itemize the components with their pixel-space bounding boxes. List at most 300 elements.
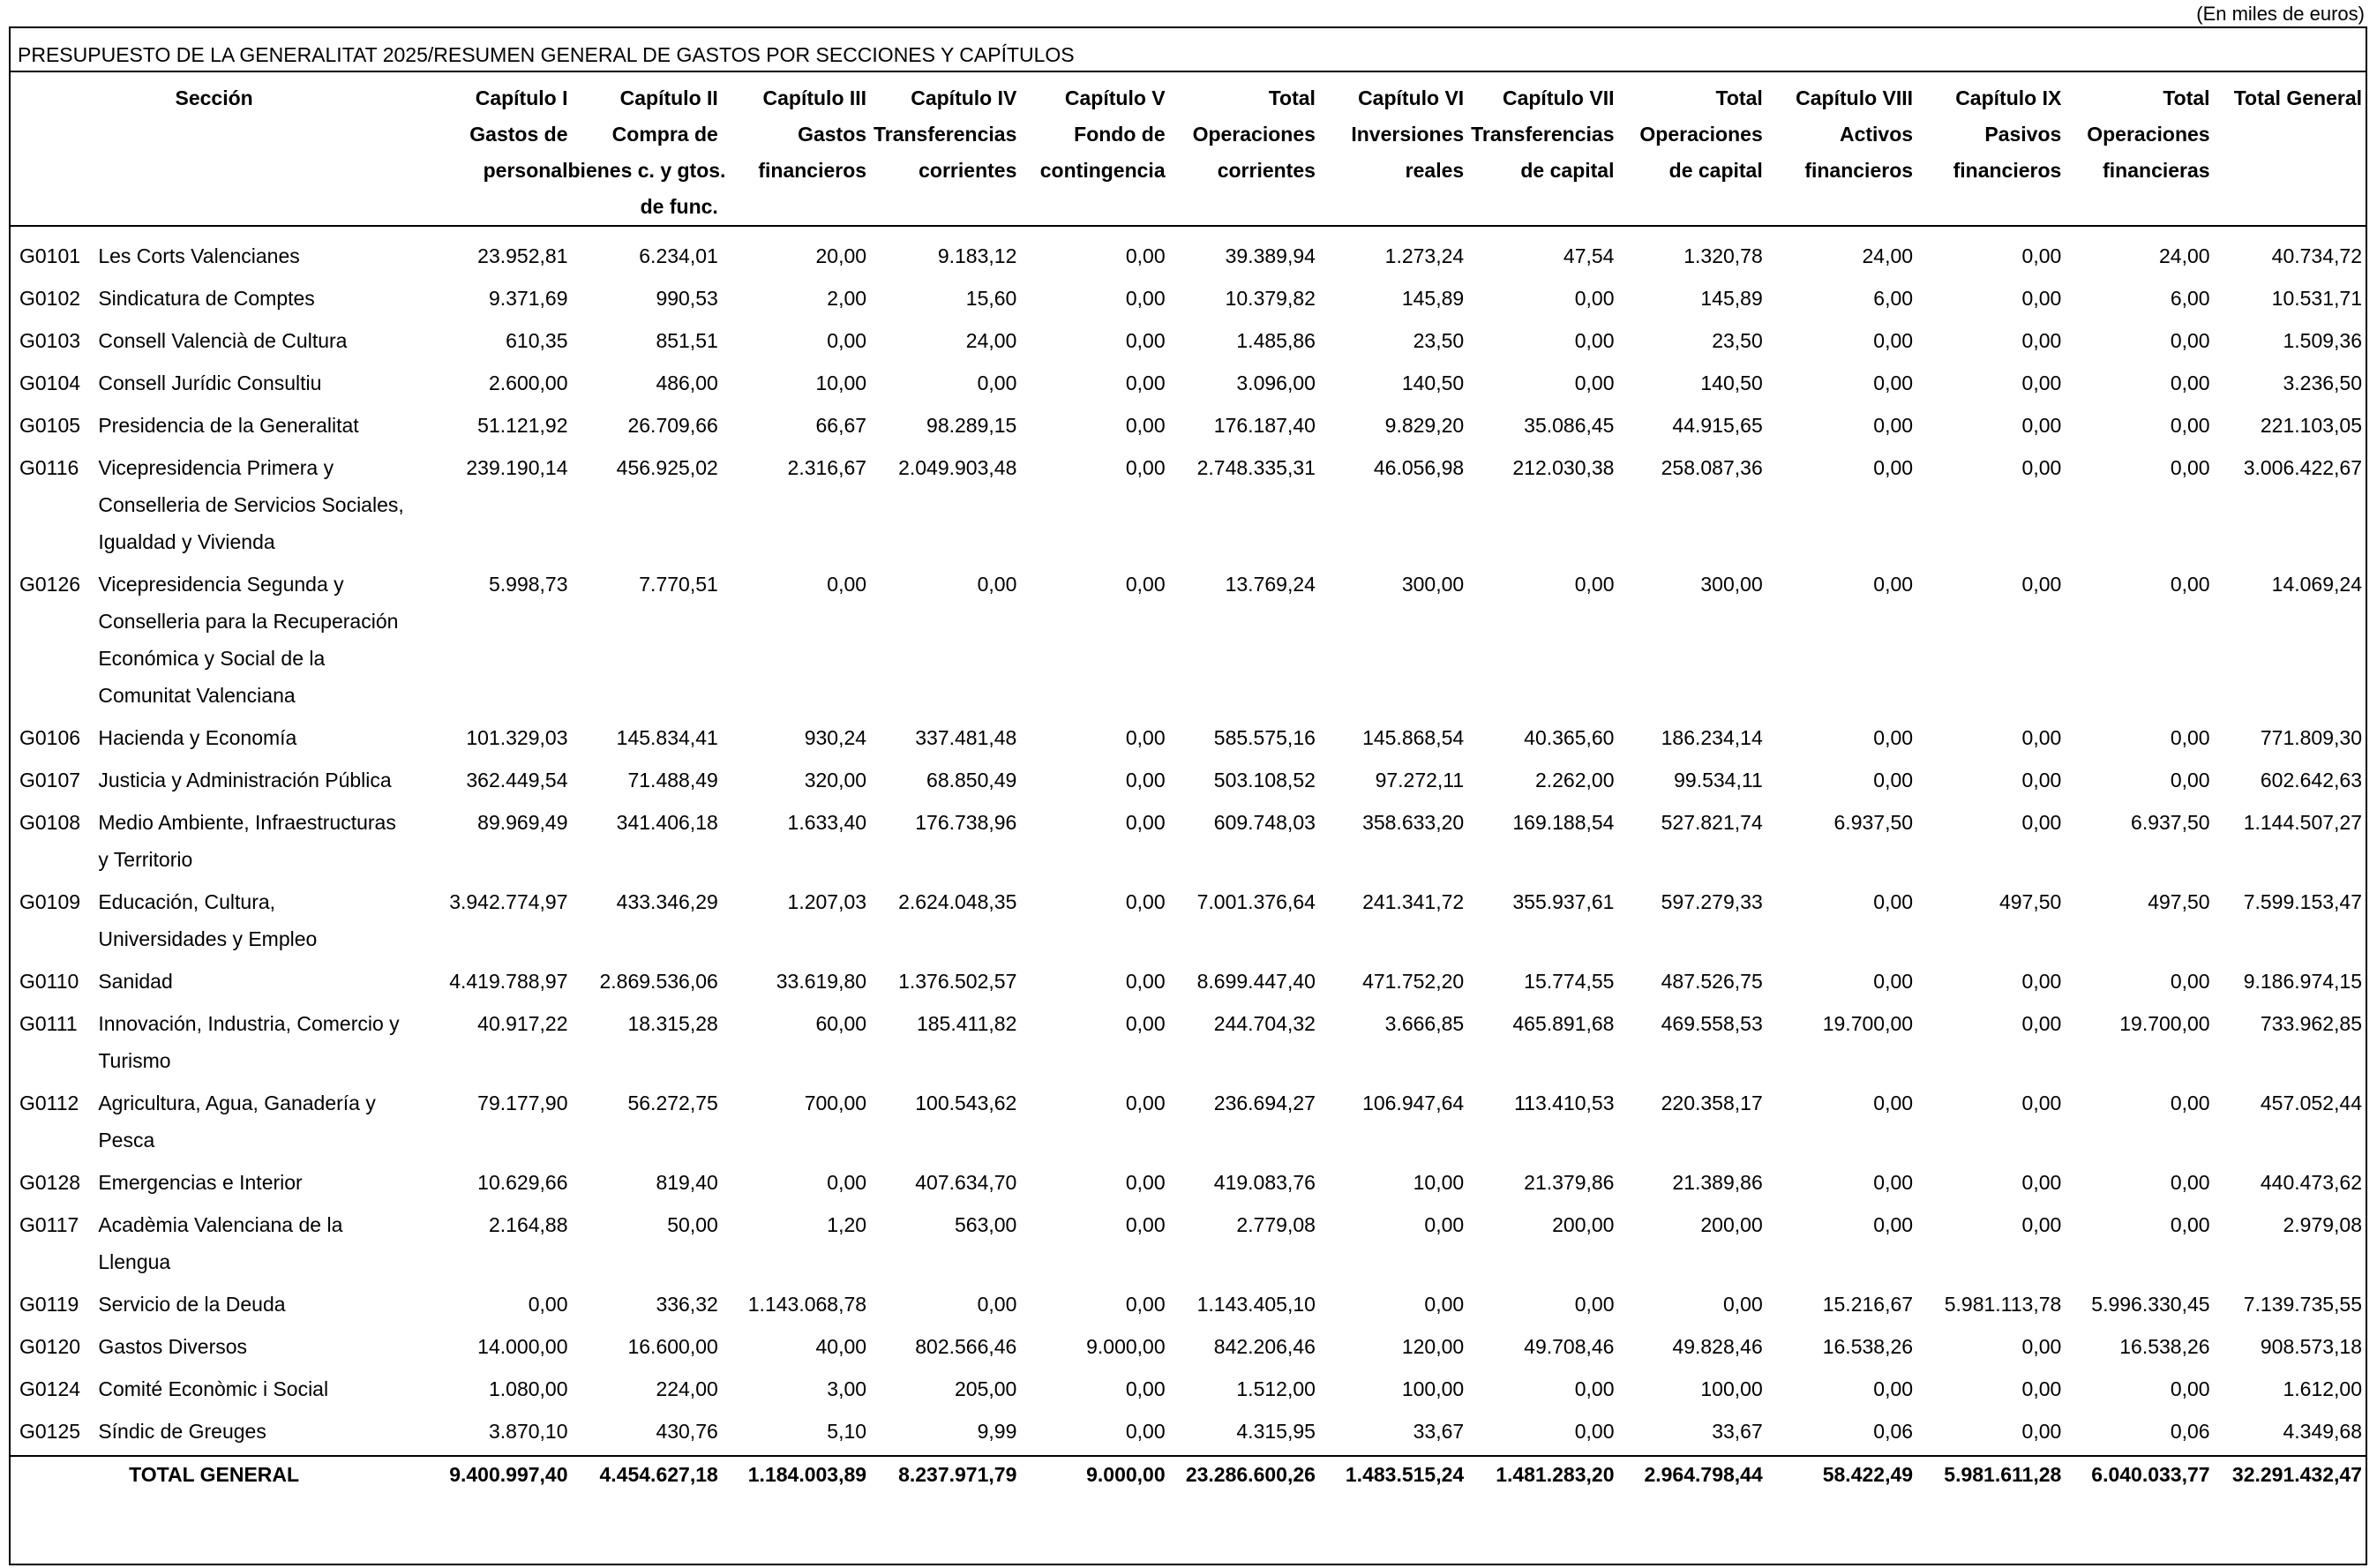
- section-name: Agricultura, Agua, Ganadería y Pesca: [98, 1092, 376, 1152]
- amount-cell: 2.262,00: [1534, 769, 1615, 792]
- table-row: [11, 1005, 2366, 1084]
- table-row: [11, 1206, 2366, 1286]
- amount-cell: 602.642,63: [2260, 769, 2362, 792]
- amount-cell: 0,00: [2021, 1335, 2062, 1358]
- amount-cell: 40,00: [815, 1335, 867, 1358]
- section-name: Hacienda y Economía: [98, 726, 297, 749]
- section-name: Sindicatura de Comptes: [98, 287, 315, 310]
- amount-cell: 0,00: [2021, 287, 2062, 310]
- amount-cell: 0,00: [1574, 1293, 1615, 1316]
- header-line: personal: [483, 159, 568, 182]
- amount-cell: 0,00: [1125, 371, 1166, 394]
- amount-cell: 101.329,03: [466, 726, 568, 749]
- header-line: Capítulo V: [1064, 86, 1166, 109]
- amount-cell: 14.000,00: [477, 1335, 568, 1358]
- section-name: Sanidad: [98, 970, 173, 993]
- amount-cell: 23,50: [1712, 329, 1763, 352]
- header-line: de capital: [1668, 159, 1763, 182]
- amount-cell: 0,00: [2021, 1012, 2062, 1035]
- amount-cell: 33,67: [1413, 1420, 1465, 1443]
- amount-cell: 200,00: [1552, 1213, 1615, 1236]
- amount-cell: 106.947,64: [1362, 1092, 1465, 1114]
- header-line: Capítulo IX: [1955, 86, 2062, 109]
- amount-cell: 610,35: [506, 329, 568, 352]
- section-code: G0111: [19, 1012, 78, 1035]
- amount-cell: 0,00: [1574, 329, 1615, 352]
- amount-cell: 0,00: [2021, 414, 2062, 437]
- amount-cell: 0,00: [2021, 1420, 2062, 1443]
- amount-cell: 563,00: [955, 1213, 1017, 1236]
- amount-cell: 0,00: [1125, 1171, 1166, 1194]
- section-name: Vicepresidencia Primera y Conselleria de Servicios Sociales, Igualdad y Vivienda: [98, 456, 404, 553]
- header-line: Total: [1715, 86, 1763, 109]
- amount-cell: 8.699.447,40: [1196, 970, 1316, 993]
- section-code: G0104: [19, 371, 81, 394]
- amount-cell: 0,00: [2021, 244, 2062, 267]
- header-line: corrientes: [919, 159, 1017, 182]
- header-line: de func.: [640, 195, 718, 218]
- amount-cell: 433.346,29: [616, 890, 718, 913]
- amount-cell: 341.406,18: [616, 811, 718, 834]
- amount-cell: 10.531,71: [2271, 287, 2362, 310]
- table-row: [11, 1286, 2366, 1328]
- table-row: [11, 804, 2366, 883]
- amount-cell: 440.473,62: [2260, 1171, 2362, 1194]
- section-code: G0105: [19, 414, 81, 437]
- amount-cell: 9.000,00: [1086, 1335, 1166, 1358]
- header-line: Operaciones: [1192, 123, 1316, 146]
- amount-cell: 9,99: [977, 1420, 1017, 1443]
- amount-cell: 0,00: [2170, 456, 2210, 479]
- amount-cell: 0,00: [1873, 1171, 1914, 1194]
- amount-cell: 0,00: [1873, 1092, 1914, 1114]
- amount-cell: 487.526,75: [1661, 970, 1763, 993]
- section-name: Justicia y Administración Pública: [98, 769, 392, 792]
- amount-cell: 0,00: [2021, 769, 2062, 792]
- section-name: Acadèmia Valenciana de la Llengua: [98, 1213, 343, 1273]
- amount-cell: 2.600,00: [488, 371, 568, 394]
- header-line: financieros: [758, 159, 867, 182]
- amount-cell: 220.358,17: [1661, 1092, 1763, 1114]
- amount-cell: 0,00: [2170, 970, 2210, 993]
- amount-cell: 0,00: [1125, 811, 1166, 834]
- header-line: Capítulo VI: [1358, 86, 1465, 109]
- total-amount-cell: 2.964.798,44: [1644, 1463, 1763, 1486]
- amount-cell: 19.700,00: [2119, 1012, 2210, 1035]
- amount-cell: 419.083,76: [1213, 1171, 1316, 1194]
- amount-cell: 60,00: [815, 1012, 867, 1035]
- amount-cell: 0,00: [2170, 1092, 2210, 1114]
- amount-cell: 1.509,36: [2283, 329, 2362, 352]
- section-name: Vicepresidencia Segunda y Conselleria para la Recuperación Económica y Social de la Comunitat Valenciana: [98, 573, 399, 707]
- header-column: [1166, 72, 1316, 226]
- amount-cell: 14.069,24: [2271, 573, 2362, 596]
- amount-cell: 50,00: [667, 1213, 718, 1236]
- amount-cell: 2,00: [827, 287, 867, 310]
- amount-cell: 100,00: [1401, 1377, 1465, 1400]
- amount-cell: 355.937,61: [1512, 890, 1615, 913]
- amount-cell: 842.206,46: [1213, 1335, 1316, 1358]
- amount-cell: 3.006.422,67: [2243, 456, 2362, 479]
- section-name: Síndic de Greuges: [98, 1420, 266, 1443]
- table-row: [11, 1370, 2366, 1413]
- amount-cell: 51.121,92: [477, 414, 568, 437]
- total-amount-cell: 5.981.611,28: [1944, 1463, 2062, 1486]
- header-column: [2061, 72, 2209, 226]
- amount-cell: 0,00: [2021, 1092, 2062, 1114]
- amount-cell: 0,00: [2170, 371, 2210, 394]
- amount-cell: 9.371,69: [488, 287, 568, 310]
- amount-cell: 6,00: [2170, 287, 2210, 310]
- amount-cell: 1.633,40: [787, 811, 867, 834]
- amount-cell: 15.216,67: [1822, 1293, 1914, 1316]
- amount-cell: 1.512,00: [1236, 1377, 1316, 1400]
- section-name: Servicio de la Deuda: [98, 1293, 286, 1316]
- amount-cell: 9.186.974,15: [2243, 970, 2362, 993]
- amount-cell: 0,00: [2021, 726, 2062, 749]
- section-name: Innovación, Industria, Comercio y Turismo: [98, 1012, 400, 1072]
- amount-cell: 0,00: [528, 1293, 568, 1316]
- header-column: [1913, 72, 2061, 226]
- amount-cell: 145.834,41: [616, 726, 718, 749]
- amount-cell: 24,00: [965, 329, 1017, 352]
- amount-cell: 771.809,30: [2260, 726, 2362, 749]
- header-column: [417, 72, 567, 226]
- amount-cell: 2.869.536,06: [599, 970, 718, 993]
- section-code: G0102: [19, 287, 81, 310]
- amount-cell: 33,67: [1712, 1420, 1763, 1443]
- section-code: G0108: [19, 811, 81, 834]
- amount-cell: 100,00: [1700, 1377, 1763, 1400]
- table-title: PRESUPUESTO DE LA GENERALITAT 2025/RESUMEN GENERAL DE GASTOS POR SECCIONES Y CAPÍTULOS: [11, 28, 2366, 72]
- header-line: Capítulo II: [619, 86, 718, 109]
- section-code: G0120: [19, 1335, 81, 1358]
- header-column: [2210, 72, 2366, 226]
- amount-cell: 0,00: [2170, 329, 2210, 352]
- header-line: Capítulo VII: [1502, 86, 1615, 109]
- amount-cell: 700,00: [804, 1092, 867, 1114]
- amount-cell: 169.188,54: [1512, 811, 1615, 834]
- total-amount-cell: 1.184.003,89: [747, 1463, 867, 1486]
- amount-cell: 486,00: [656, 371, 718, 394]
- amount-cell: 407.634,70: [915, 1171, 1017, 1194]
- amount-cell: 471.752,20: [1362, 970, 1465, 993]
- table-row: [11, 407, 2366, 449]
- amount-cell: 35.086,45: [1524, 414, 1615, 437]
- amount-cell: 212.030,38: [1512, 456, 1615, 479]
- amount-cell: 0,00: [1125, 414, 1166, 437]
- amount-cell: 47,54: [1563, 244, 1615, 267]
- amount-cell: 1.612,00: [2283, 1377, 2362, 1400]
- header-line: financieras: [2103, 159, 2210, 182]
- total-amount-cell: 1.483.515,24: [1345, 1463, 1465, 1486]
- total-amount-cell: 6.040.033,77: [2091, 1463, 2210, 1486]
- amount-cell: 908.573,18: [2260, 1335, 2362, 1358]
- amount-cell: 0,00: [1125, 1293, 1166, 1316]
- amount-cell: 0,00: [1125, 769, 1166, 792]
- amount-cell: 0,06: [2170, 1420, 2210, 1443]
- amount-cell: 0,00: [1574, 287, 1615, 310]
- header-line: Pasivos: [1984, 123, 2062, 146]
- header-line: Sección: [175, 86, 253, 109]
- amount-cell: 145,89: [1401, 287, 1465, 310]
- amount-cell: 89.969,49: [477, 811, 568, 834]
- amount-cell: 0,00: [2021, 970, 2062, 993]
- header-line: Capítulo IV: [911, 86, 1017, 109]
- amount-cell: 0,00: [1424, 1213, 1465, 1236]
- amount-cell: 337.481,48: [915, 726, 1017, 749]
- section-code: G0112: [19, 1092, 79, 1114]
- total-amount-cell: 9.000,00: [1086, 1463, 1166, 1486]
- section-name: Emergencias e Interior: [98, 1171, 303, 1194]
- amount-cell: 9.183,12: [937, 244, 1017, 267]
- amount-cell: 24,00: [2159, 244, 2210, 267]
- amount-cell: 40.365,60: [1524, 726, 1615, 749]
- header-line: bienes c. y gtos.: [567, 159, 726, 182]
- amount-cell: 16.538,26: [2119, 1335, 2210, 1358]
- amount-cell: 0,00: [827, 329, 867, 352]
- table-row: [11, 883, 2366, 963]
- section-code: G0107: [19, 769, 81, 792]
- header-line: Fondo de: [1074, 123, 1166, 146]
- section-code: G0109: [19, 890, 81, 913]
- amount-cell: 430,76: [656, 1420, 718, 1443]
- amount-cell: 241.341,72: [1362, 890, 1465, 913]
- header-line: Gastos: [798, 123, 867, 146]
- amount-cell: 0,00: [1873, 456, 1914, 479]
- amount-cell: 0,00: [2170, 769, 2210, 792]
- amount-cell: 4.419.788,97: [449, 970, 568, 993]
- amount-cell: 0,00: [1873, 414, 1914, 437]
- header-line: Operaciones: [1639, 123, 1763, 146]
- amount-cell: 258.087,36: [1661, 456, 1763, 479]
- amount-cell: 40.734,72: [2271, 244, 2362, 267]
- header-line: financieros: [1953, 159, 2062, 182]
- amount-cell: 20,00: [815, 244, 867, 267]
- amount-cell: 0,00: [1873, 726, 1914, 749]
- amount-cell: 930,24: [804, 726, 867, 749]
- amount-cell: 0,00: [2021, 1377, 2062, 1400]
- amount-cell: 145.868,54: [1362, 726, 1465, 749]
- amount-cell: 71.488,49: [627, 769, 718, 792]
- amount-cell: 0,00: [1873, 1377, 1914, 1400]
- amount-cell: 2.748.335,31: [1196, 456, 1316, 479]
- amount-cell: 16.600,00: [627, 1335, 718, 1358]
- amount-cell: 0,00: [1574, 573, 1615, 596]
- amount-cell: 819,40: [656, 1171, 718, 1194]
- amount-cell: 300,00: [1401, 573, 1465, 596]
- amount-cell: 1.376.502,57: [898, 970, 1017, 993]
- amount-cell: 1.080,00: [488, 1377, 568, 1400]
- amount-cell: 0,00: [1574, 1420, 1615, 1443]
- section-name: Consell Jurídic Consultiu: [98, 371, 322, 394]
- amount-cell: 10.379,82: [1225, 287, 1316, 310]
- amount-cell: 99.534,11: [1674, 769, 1763, 792]
- amount-cell: 0,00: [2170, 1377, 2210, 1400]
- amount-cell: 0,00: [1125, 1092, 1166, 1114]
- amount-cell: 23,50: [1413, 329, 1465, 352]
- table-row: [11, 1328, 2366, 1370]
- amount-cell: 221.103,05: [2260, 414, 2362, 437]
- amount-cell: 68.850,49: [926, 769, 1017, 792]
- amount-cell: 1.273,24: [1384, 244, 1465, 267]
- amount-cell: 4.349,68: [2283, 1420, 2362, 1443]
- header-line: Transferencias: [873, 123, 1017, 146]
- amount-cell: 19.700,00: [1822, 1012, 1914, 1035]
- amount-cell: 0,00: [2170, 726, 2210, 749]
- amount-cell: 79.177,90: [477, 1092, 568, 1114]
- amount-cell: 497,50: [1998, 890, 2062, 913]
- amount-cell: 0,00: [2021, 573, 2062, 596]
- header-line: de capital: [1520, 159, 1615, 182]
- amount-cell: 1,20: [827, 1213, 867, 1236]
- amount-cell: 10.629,66: [477, 1171, 568, 1194]
- section-name: Comité Econòmic i Social: [98, 1377, 329, 1400]
- amount-cell: 23.952,81: [477, 244, 568, 267]
- amount-cell: 0,00: [1873, 970, 1914, 993]
- amount-cell: 0,00: [1873, 890, 1914, 913]
- total-amount-cell: 4.454.627,18: [599, 1463, 718, 1486]
- amount-cell: 2.164,88: [488, 1213, 568, 1236]
- amount-cell: 200,00: [1700, 1213, 1763, 1236]
- amount-cell: 336,32: [656, 1293, 718, 1316]
- amount-cell: 0,00: [1873, 769, 1914, 792]
- table-row: [11, 226, 2366, 280]
- header-line: Capítulo VIII: [1796, 86, 1914, 109]
- amount-cell: 609.748,03: [1213, 811, 1316, 834]
- section-code: G0106: [19, 726, 81, 749]
- amount-cell: 40.917,22: [477, 1012, 568, 1035]
- amount-cell: 362.449,54: [466, 769, 568, 792]
- amount-cell: 15.774,55: [1524, 970, 1615, 993]
- amount-cell: 465.891,68: [1512, 1012, 1615, 1035]
- amount-cell: 13.769,24: [1225, 573, 1316, 596]
- table-row: [11, 566, 2366, 719]
- amount-cell: 585.575,16: [1213, 726, 1316, 749]
- units-note: (En miles de euros): [2196, 3, 2365, 25]
- budget-table-frame: [9, 26, 2367, 1565]
- amount-cell: 0,00: [2170, 1213, 2210, 1236]
- amount-cell: 15,60: [965, 287, 1017, 310]
- header-row: [11, 72, 2366, 226]
- amount-cell: 120,00: [1401, 1335, 1465, 1358]
- amount-cell: 2.624.048,35: [898, 890, 1017, 913]
- header-column: [1614, 72, 1762, 226]
- amount-cell: 140,50: [1401, 371, 1465, 394]
- total-amount-cell: 8.237.971,79: [898, 1463, 1017, 1486]
- amount-cell: 2.979,08: [2283, 1213, 2362, 1236]
- amount-cell: 205,00: [955, 1377, 1017, 1400]
- amount-cell: 0,00: [1574, 1377, 1615, 1400]
- amount-cell: 802.566,46: [915, 1335, 1017, 1358]
- amount-cell: 0,00: [1424, 1293, 1465, 1316]
- section-name: Educación, Cultura, Universidades y Empleo: [98, 890, 318, 950]
- amount-cell: 186.234,14: [1661, 726, 1763, 749]
- amount-cell: 49.708,46: [1524, 1335, 1615, 1358]
- amount-cell: 18.315,28: [627, 1012, 718, 1035]
- table-row: [11, 719, 2366, 761]
- amount-cell: 1.143.405,10: [1196, 1293, 1316, 1316]
- amount-cell: 5.981.113,78: [1944, 1293, 2062, 1316]
- table-row: [11, 963, 2366, 1005]
- header-line: Operaciones: [2087, 123, 2210, 146]
- amount-cell: 7.599.153,47: [2243, 890, 2362, 913]
- amount-cell: 66,67: [815, 414, 867, 437]
- header-line: Total: [1268, 86, 1316, 109]
- amount-cell: 0,00: [2021, 329, 2062, 352]
- amount-cell: 0,00: [827, 573, 867, 596]
- amount-cell: 0,00: [1125, 890, 1166, 913]
- amount-cell: 358.633,20: [1362, 811, 1465, 834]
- total-label: TOTAL GENERAL: [129, 1463, 300, 1486]
- amount-cell: 3.942.774,97: [449, 890, 568, 913]
- amount-cell: 3.666,85: [1384, 1012, 1465, 1035]
- section-code: G0117: [19, 1213, 79, 1236]
- amount-cell: 24,00: [1862, 244, 1914, 267]
- header-column: [567, 72, 726, 226]
- amount-cell: 456.925,02: [616, 456, 718, 479]
- amount-cell: 113.410,53: [1514, 1092, 1615, 1114]
- amount-cell: 0,00: [1722, 1293, 1763, 1316]
- amount-cell: 0,00: [1873, 371, 1914, 394]
- header-line: Gastos de: [469, 123, 568, 146]
- amount-cell: 0,00: [1125, 244, 1166, 267]
- amount-cell: 0,00: [2170, 414, 2210, 437]
- amount-cell: 239.190,14: [466, 456, 568, 479]
- amount-cell: 0,00: [2021, 1213, 2062, 1236]
- amount-cell: 176.738,96: [915, 811, 1017, 834]
- amount-cell: 0,00: [2021, 811, 2062, 834]
- amount-cell: 1.485,86: [1236, 329, 1316, 352]
- amount-cell: 0,00: [1125, 1377, 1166, 1400]
- amount-cell: 44.915,65: [1672, 414, 1763, 437]
- amount-cell: 3,00: [827, 1377, 867, 1400]
- amount-cell: 0,00: [1125, 726, 1166, 749]
- section-code: G0110: [19, 970, 79, 993]
- amount-cell: 7.139.735,55: [2243, 1293, 2362, 1316]
- header-line: Capítulo I: [475, 86, 568, 109]
- amount-cell: 0,00: [977, 1293, 1017, 1316]
- total-amount-cell: 32.291.432,47: [2231, 1463, 2362, 1486]
- amount-cell: 457.052,44: [2260, 1092, 2362, 1114]
- amount-cell: 10,00: [815, 371, 867, 394]
- amount-cell: 0,00: [1873, 573, 1914, 596]
- amount-cell: 4.315,95: [1236, 1420, 1316, 1443]
- amount-cell: 0,00: [2021, 456, 2062, 479]
- header-line: reales: [1405, 159, 1465, 182]
- section-name: Consell Valencià de Cultura: [98, 329, 348, 352]
- section-code: G0126: [19, 573, 81, 596]
- amount-cell: 0,00: [1125, 287, 1166, 310]
- amount-cell: 0,00: [1125, 456, 1166, 479]
- amount-cell: 1.320,78: [1683, 244, 1763, 267]
- amount-cell: 0,00: [2021, 371, 2062, 394]
- amount-cell: 320,00: [804, 769, 867, 792]
- amount-cell: 26.709,66: [627, 414, 718, 437]
- amount-cell: 497,50: [2148, 890, 2210, 913]
- section-code: G0124: [19, 1377, 81, 1400]
- amount-cell: 1.143.068,78: [747, 1293, 867, 1316]
- amount-cell: 7.001.376,64: [1196, 890, 1316, 913]
- section-name: Gastos Diversos: [98, 1335, 248, 1358]
- header-column: [1464, 72, 1614, 226]
- amount-cell: 1.207,03: [787, 890, 867, 913]
- amount-cell: 2.316,67: [787, 456, 867, 479]
- header-line: corrientes: [1217, 159, 1316, 182]
- amount-cell: 33.619,80: [776, 970, 867, 993]
- header-column: [1763, 72, 1913, 226]
- table-row: [11, 364, 2366, 407]
